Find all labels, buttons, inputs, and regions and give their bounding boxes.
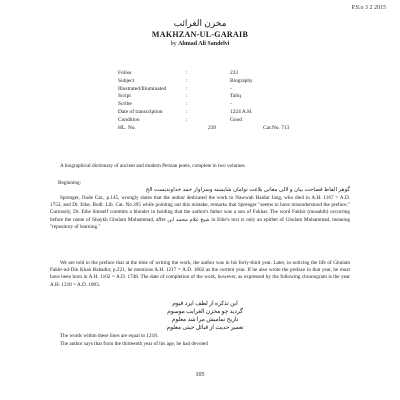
verse-line: گردید چو مخزن الغرایب موسوم <box>167 309 243 315</box>
verse-line: این تذکره از لطف ایزد قیوم <box>172 301 238 307</box>
metadata-value: - <box>230 101 232 108</box>
document-title: MAKHZAN-UL-GARAIB <box>151 30 249 39</box>
metadata-label: Folios <box>118 70 132 76</box>
catalog-number: Cat.No. 713 <box>263 124 290 131</box>
paragraph-1 <box>50 195 350 231</box>
metadata-row: Scribe : - <box>118 101 232 108</box>
verse-line: تاریخ تمامیش مرا شد معلوم <box>171 317 239 323</box>
paragraph-4: The author says that from the thirteenth year of his age, he had devoted <box>60 341 208 347</box>
metadata-label: Illustrated/Illuminated <box>118 85 167 92</box>
metadata-table <box>118 70 318 132</box>
metadata-row: Condition : Good <box>118 116 242 123</box>
paragraph-3: The words within these lines are equal to 1218. <box>60 333 159 339</box>
metadata-value: Biography <box>230 77 253 84</box>
metadata-label: Date of transcription <box>118 108 163 115</box>
paragraph-1-arabic: شیخ غلام محمد ابن <box>167 216 210 223</box>
metadata-label: Condition <box>118 116 140 123</box>
metadata-row: Date of transcription : 1224 A.H. <box>118 108 253 115</box>
metadata-value: Good <box>230 116 242 123</box>
metadata-row: Folios : 233 <box>118 70 239 76</box>
page-reference: P.S.o 3 2 2015 <box>351 5 386 11</box>
metadata-row: Script : Taliq <box>118 93 241 100</box>
paragraph-1-text: Sprenger, Oude Cat., p.145, wrongly states that the author dedicated the work to Nawwab Haidar Jang, who died in A.H. 1167 = A.D. 1753, and Dr. Ethe, Bodl. Lib. Cat. No.395 while pointing out this mistake, remarks that Sprenger "seems to have misunderstood the preface." Curiously, Dr. Ethe himself commits a blunder in holding that the author's father was a son of Fakhar. The word Fakhir (musahib) occurring before the name of Shaykh Ghulam Muhammad, affer <box>50 195 350 223</box>
hl-number: 239 <box>208 124 217 131</box>
paragraph-1-end: in Ethe's text is only an epithet of Ghulam Muhammad, meaning "repository of learning." <box>50 216 351 230</box>
intro-paragraph: A biographical dictionary of ancient and modern Persian poets, complete in two volumes. <box>60 163 246 169</box>
author-name: Ahmad Ali Sandelvi <box>178 41 230 47</box>
metadata-value: 1224 A.H. <box>230 108 253 115</box>
metadata-label: Script <box>118 93 131 100</box>
metadata-label: Scribe <box>118 101 132 108</box>
metadata-value: - <box>230 85 232 92</box>
verse-line: تعمیر حدیث از قبائل حیثی معلوم <box>166 325 244 331</box>
hl-row <box>118 125 318 133</box>
beginning-arabic: گوهر الفاظ فصاحت بیان و لالی معانی بلاغت توامان شایسته وسزاوار حمد خداوندیست الخ <box>145 187 350 193</box>
paragraph-2: We are told in the preface that at the time of writing the work, the author was in his forty-third year. Later, in noticing the life of Ghulam Fakhr-ud-Din Khan Bahadur, p.221, he mentions A.H. 1217 = A.D. 1802 as the current year. If he also wrote the preface in that year, he must have been born in A.H. 1162 = A.D. 1748. The date of completion of the work, however, as expressed by the following chronogram is the year A.H. 1218 = A.D. 1803. <box>50 260 350 288</box>
arabic-title: مخزن الغرائب <box>173 18 227 28</box>
metadata-value: Taliq <box>230 93 241 100</box>
metadata-row: Subject : Biography <box>118 77 253 84</box>
page-number: 105 <box>195 372 205 378</box>
beginning-label: Beginning: <box>58 180 82 186</box>
hl-label: HL. No. <box>118 124 136 131</box>
by-label: by <box>170 41 177 47</box>
metadata-value: 233 <box>230 70 239 76</box>
author-line <box>0 41 400 47</box>
chronogram-verse <box>150 300 260 332</box>
metadata-label: Subject <box>118 77 135 84</box>
metadata-row: Illustrated/Illuminated : - <box>118 85 232 92</box>
